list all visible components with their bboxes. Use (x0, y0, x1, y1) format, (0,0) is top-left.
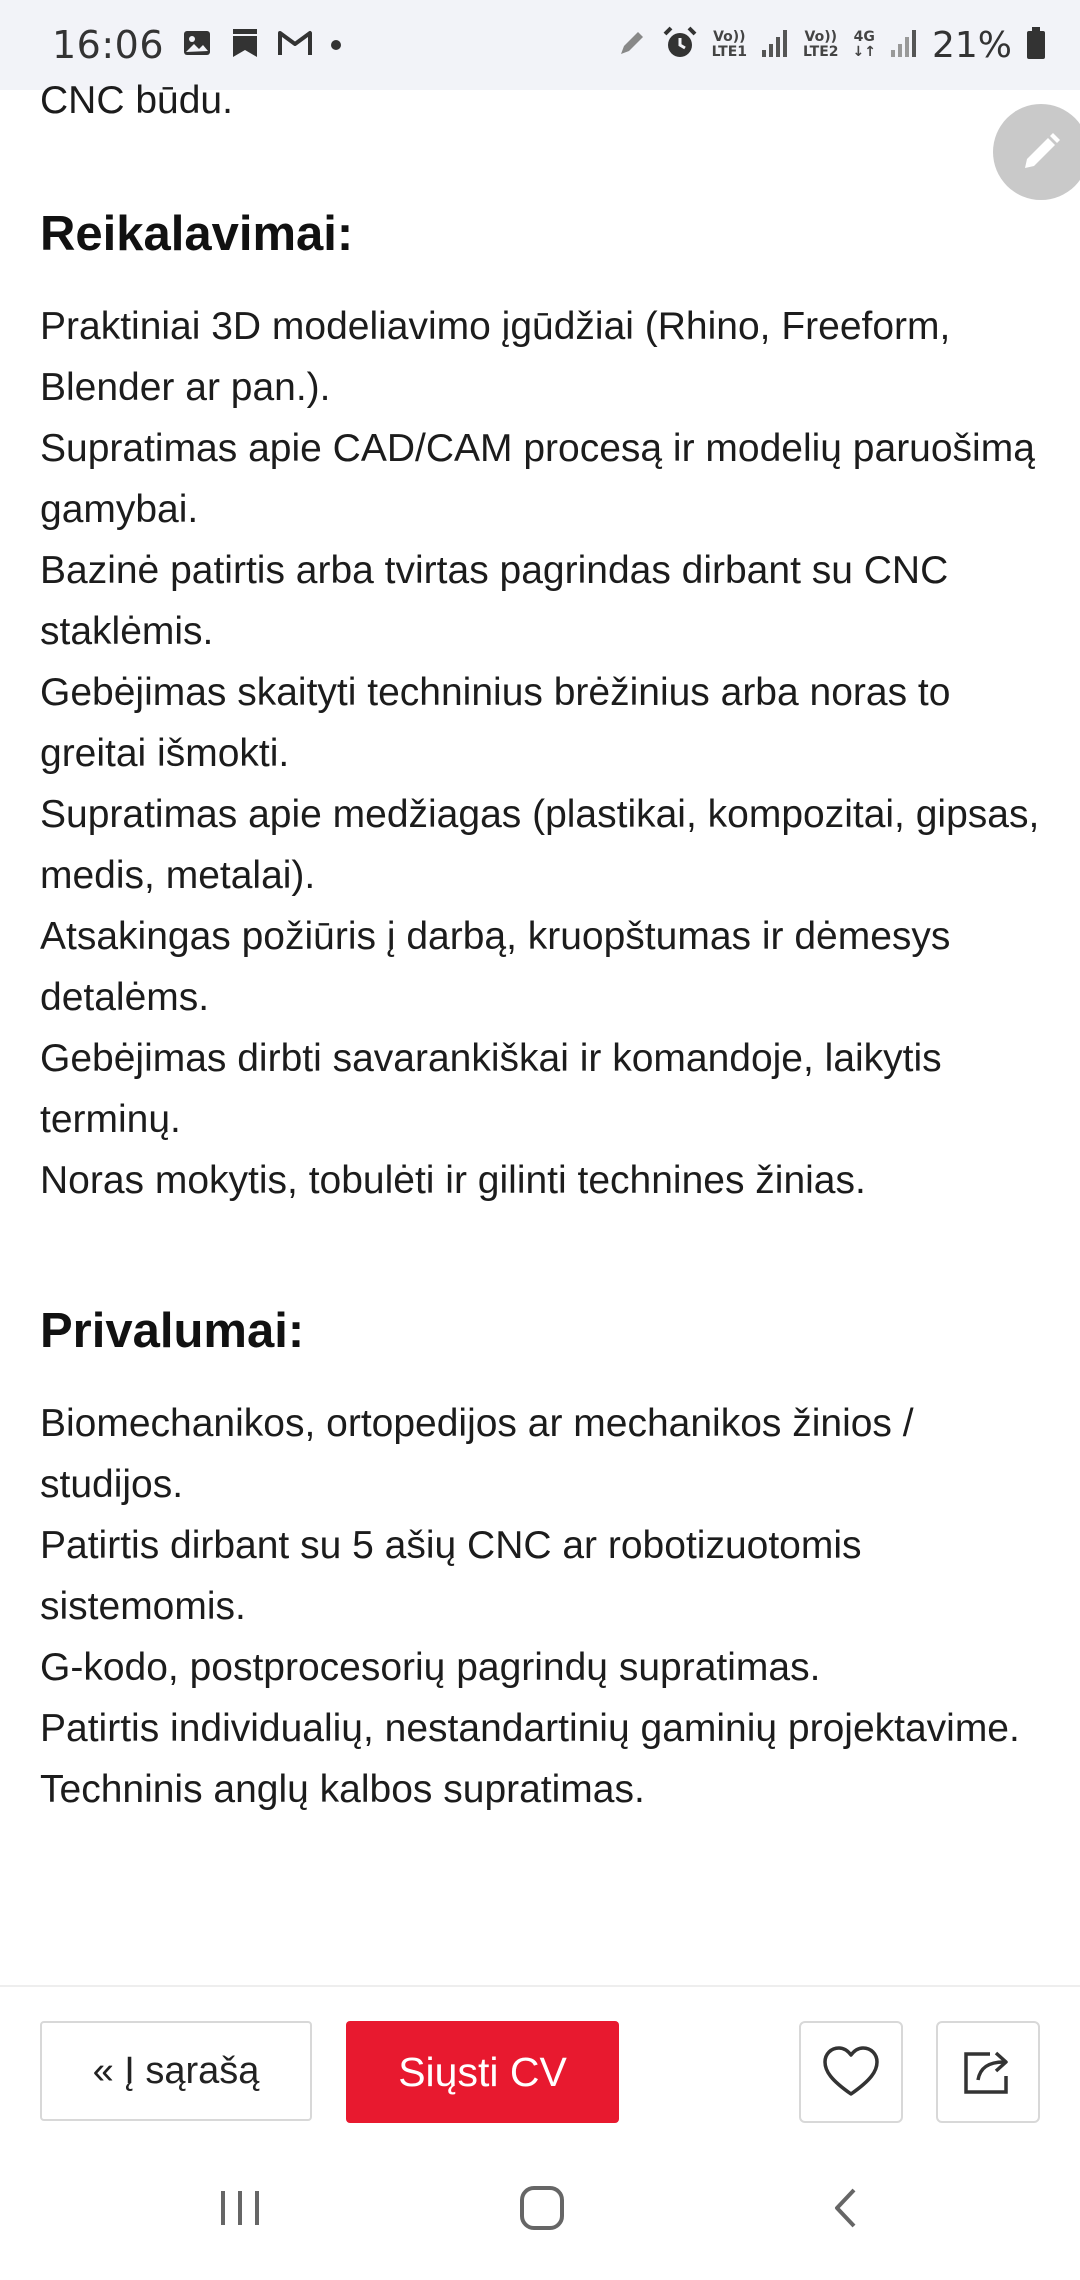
gmail-icon (278, 29, 312, 61)
recents-button[interactable] (170, 2135, 310, 2280)
edit-fab-button[interactable] (993, 104, 1080, 200)
list-item: Praktiniai 3D modeliavimo įgūdžiai (Rhino, Freeform, Blender ar pan.). (40, 305, 951, 409)
pen-icon (616, 27, 648, 63)
dot-icon (330, 36, 342, 55)
list-item: Noras mokytis, tobulėti ir gilinti technines žinias. (40, 1159, 866, 1202)
battery-percent: 21% (931, 24, 1012, 66)
requirements-list (40, 296, 1040, 1211)
share-button[interactable] (936, 2021, 1040, 2123)
list-item: Biomechanikos, ortopedijos ar mechanikos žinios / studijos. (40, 1402, 914, 1506)
back-button[interactable] (775, 2135, 915, 2280)
bookmark-icon (230, 27, 260, 63)
alarm-icon (662, 25, 698, 65)
network-lte2: Vo)) LTE2 (803, 29, 839, 60)
share-icon (960, 2046, 1016, 2098)
advantages-heading: Privalumai: (40, 1304, 305, 1358)
pencil-icon (1017, 128, 1065, 176)
job-description (40, 70, 1040, 1820)
favorite-button[interactable] (799, 2021, 903, 2123)
signal-icon (890, 28, 918, 62)
network-lte1: Vo)) LTE1 (711, 29, 748, 60)
requirements-heading: Reikalavimai: (40, 207, 354, 261)
list-item: Supratimas apie medžiagas (plastikai, kompozitai, gipsas, medis, metalai). (40, 793, 1040, 897)
list-item: Patirtis dirbant su 5 ašių CNC ar robotizuotomis sistemomis. (40, 1524, 862, 1628)
advantages-list (40, 1393, 1040, 1820)
list-item: Gebėjimas dirbti savarankiškai ir komandoje, laikytis terminų. (40, 1037, 942, 1141)
list-item: Gebėjimas skaityti techninius brėžinius arba noras to greitai išmokti. (40, 671, 951, 775)
list-item: Atsakingas požiūris į darbą, kruopštumas ir dėmesys detalėms. (40, 915, 951, 1019)
network-4g: 4G ↓↑ (852, 29, 876, 60)
list-item: Supratimas apie CAD/CAM procesą ir modelių paruošimą gamybai. (40, 427, 1035, 531)
home-button[interactable] (472, 2135, 612, 2280)
gallery-icon (182, 28, 212, 62)
heart-icon (821, 2044, 881, 2100)
intro-fragment: CNC būdu. (40, 79, 233, 122)
list-item: G-kodo, postprocesorių pagrindų supratimas. (40, 1646, 821, 1689)
send-cv-button[interactable]: Siųsti CV (346, 2021, 619, 2123)
signal-icon (761, 28, 789, 62)
status-time: 16:06 (52, 23, 165, 67)
back-icon (829, 2186, 861, 2230)
list-item: Patirtis individualių, nestandartinių gaminių projektavime. (40, 1707, 1020, 1750)
list-item: Bazinė patirtis arba tvirtas pagrindas dirbant su CNC staklėmis. (40, 549, 949, 653)
home-icon (518, 2184, 566, 2232)
battery-icon (1026, 26, 1046, 64)
list-item: Techninis anglų kalbos supratimas. (40, 1768, 645, 1811)
recents-icon (217, 2188, 263, 2228)
back-to-list-button[interactable]: « Į sąrašą (40, 2021, 312, 2121)
action-bar (0, 1985, 1080, 2137)
navigation-bar (0, 2135, 1080, 2280)
